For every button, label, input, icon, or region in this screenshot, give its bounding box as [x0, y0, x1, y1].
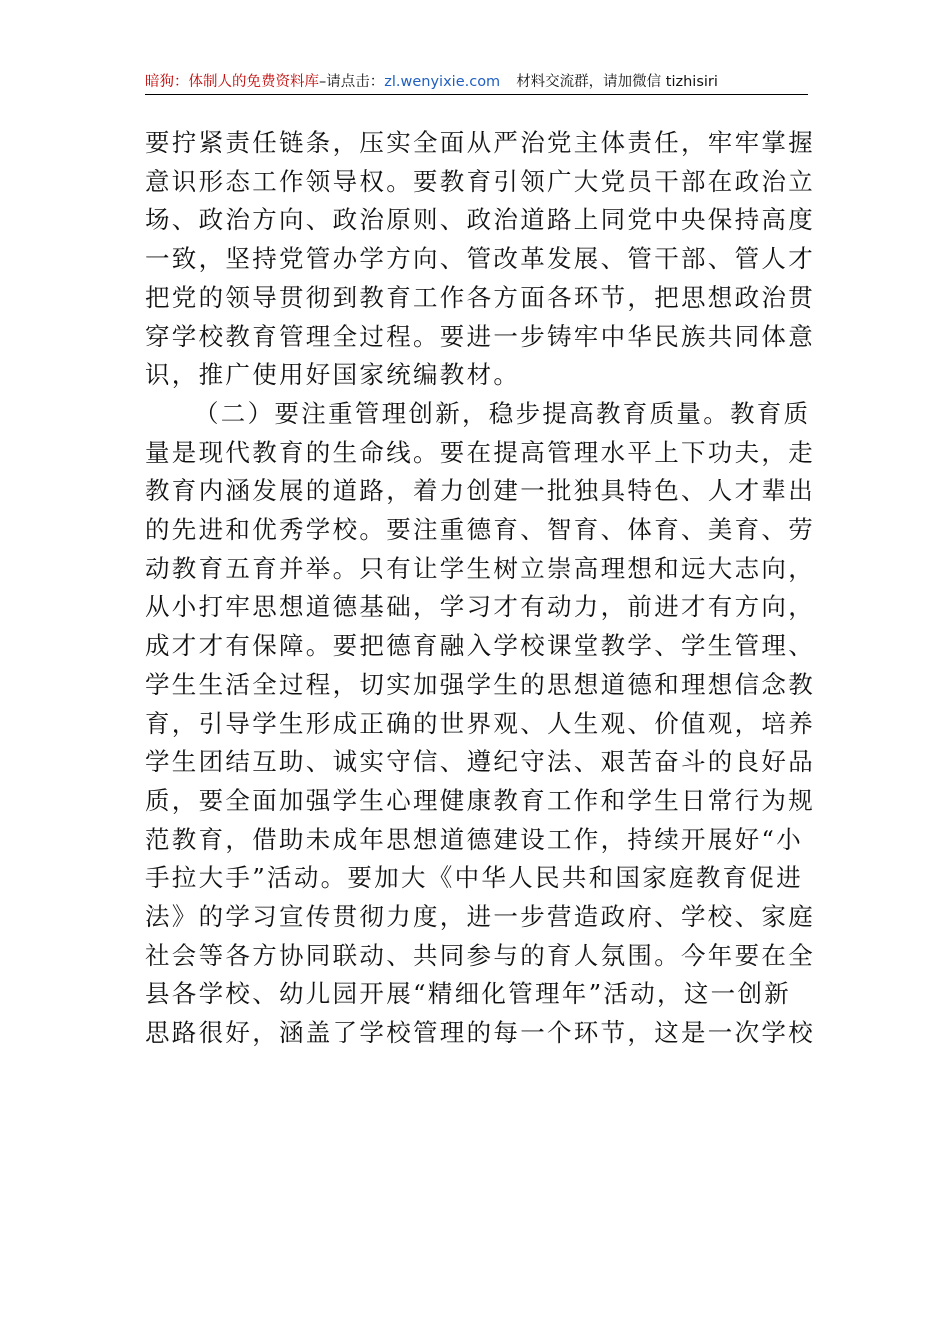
- text-line: 从小打牢思想道德基础，学习才有动力，前进才有方向，: [145, 592, 815, 622]
- header-group-text: 材料交流群，请加微信 tizhisiri: [516, 74, 718, 90]
- text-line: 动教育五育并举。只有让学生树立崇高理想和远大志向，: [145, 553, 815, 583]
- text-line: 思路很好，涵盖了学校管理的每一个环节，这是一次学校: [145, 1018, 815, 1048]
- header-brand-text: 暗狗：体制人的免费资料库: [145, 74, 319, 90]
- text-line: 成才才有保障。要把德育融入学校课堂教学、学生管理、: [145, 631, 815, 661]
- text-line: 学生团结互助、诚实守信、遵纪守法、艰苦奋斗的良好品: [145, 747, 815, 777]
- text-line: 手拉大手”活动。要加大《中华人民共和国家庭教育促进: [145, 863, 804, 893]
- header-prompt-text: –请点击：: [319, 74, 385, 90]
- page-header: [145, 70, 808, 95]
- text-line: 法》的学习宣传贯彻力度，进一步营造政府、学校、家庭: [145, 902, 815, 932]
- text-line: 范教育，借助未成年思想道德建设工作，持续开展好“小: [145, 824, 804, 854]
- text-line: 量是现代教育的生命线。要在提高管理水平上下功夫，走: [145, 437, 815, 467]
- text-line: 教育内涵发展的道路，着力创建一批独具特色、人才辈出: [145, 476, 815, 506]
- text-line: 育，引导学生形成正确的世界观、人生观、价值观，培养: [145, 708, 815, 738]
- text-line: （二）要注重管理创新，稳步提高教育质量。教育质: [194, 398, 811, 428]
- text-line: 学生生活全过程，切实加强学生的思想道德和理想信念教: [145, 669, 815, 699]
- text-line: 把党的领导贯彻到教育工作各方面各环节，把思想政治贯: [145, 282, 815, 312]
- text-line: 一致，坚持党管办学方向、管改革发展、管干部、管人才: [145, 244, 815, 274]
- document-body: [145, 124, 815, 1053]
- text-line: 县各学校、幼儿园开展“精细化管理年”活动，这一创新: [145, 979, 792, 1009]
- text-line: 的先进和优秀学校。要注重德育、智育、体育、美育、劳: [145, 515, 815, 545]
- text-line: 识，推广使用好国家统编教材。: [145, 360, 521, 390]
- header-url-link[interactable]: zl.wenyixie.com: [384, 74, 501, 90]
- text-line: 穿学校教育管理全过程。要进一步铸牢中华民族共同体意: [145, 321, 815, 351]
- paragraph-2: [145, 395, 815, 1053]
- paragraph-1: [145, 124, 815, 395]
- text-line: 要拧紧责任链条，压实全面从严治党主体责任，牢牢掌握: [145, 128, 815, 157]
- text-line: 场、政治方向、政治原则、政治道路上同党中央保持高度: [145, 205, 815, 235]
- text-line: 质，要全面加强学生心理健康教育工作和学生日常行为规: [145, 785, 815, 815]
- text-line: 意识形态工作领导权。要教育引领广大党员干部在政治立: [145, 166, 815, 196]
- text-line: 社会等各方协同联动、共同参与的育人氛围。今年要在全: [145, 940, 815, 970]
